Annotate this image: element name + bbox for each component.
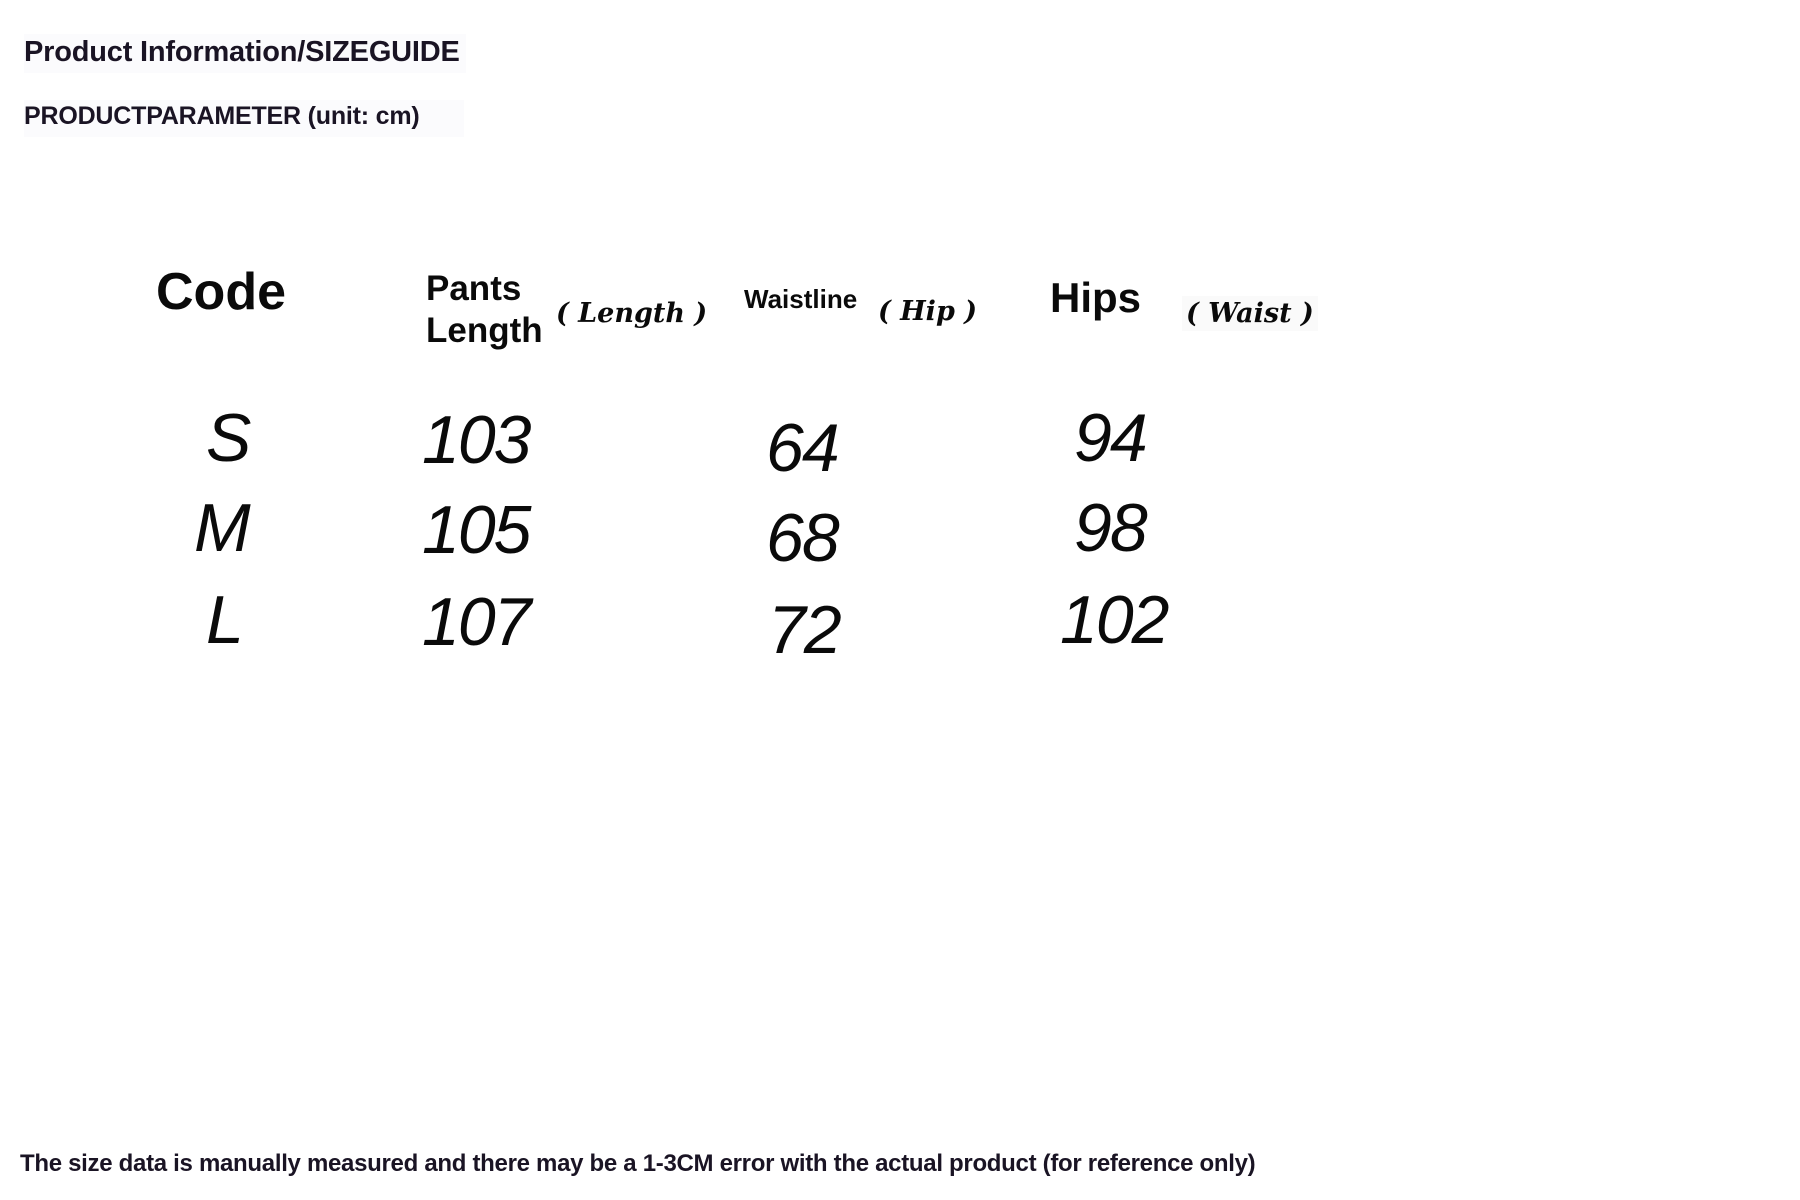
column-note-waist: ( Waist )	[1182, 296, 1318, 331]
cell-waistline-l: 72	[768, 592, 840, 668]
column-header-pants-length-line1: Pants	[426, 269, 522, 308]
column-header-pants-length-line2: Length	[426, 311, 543, 350]
column-header-waistline: Waistline	[744, 284, 858, 314]
column-header-code: Code	[156, 263, 286, 321]
cell-pants-length-s: 103	[422, 402, 530, 478]
column-header-pants-length	[426, 268, 543, 352]
cell-pants-length-m: 105	[422, 492, 530, 568]
column-note-hip: ( Hip )	[878, 296, 977, 327]
cell-waistline-m: 68	[766, 500, 838, 576]
disclaimer-footnote: The size data is manually measured and there may be a 1-3CM error with the actual product (for reference only)	[20, 1150, 1256, 1177]
column-note-length: ( Length )	[556, 298, 708, 329]
cell-hips-m: 98	[1074, 490, 1146, 566]
cell-code-s: S	[206, 400, 250, 476]
cell-pants-length-l: 107	[422, 584, 530, 660]
cell-code-m: M	[194, 490, 249, 566]
cell-hips-l: 102	[1060, 582, 1168, 658]
page-subtitle: PRODUCTPARAMETER (unit: cm)	[24, 100, 464, 137]
cell-waistline-s: 64	[766, 410, 838, 486]
page-title: Product Information/SIZEGUIDE	[24, 34, 466, 73]
column-header-hips: Hips	[1050, 274, 1142, 321]
cell-hips-s: 94	[1074, 400, 1146, 476]
cell-code-l: L	[206, 582, 242, 658]
